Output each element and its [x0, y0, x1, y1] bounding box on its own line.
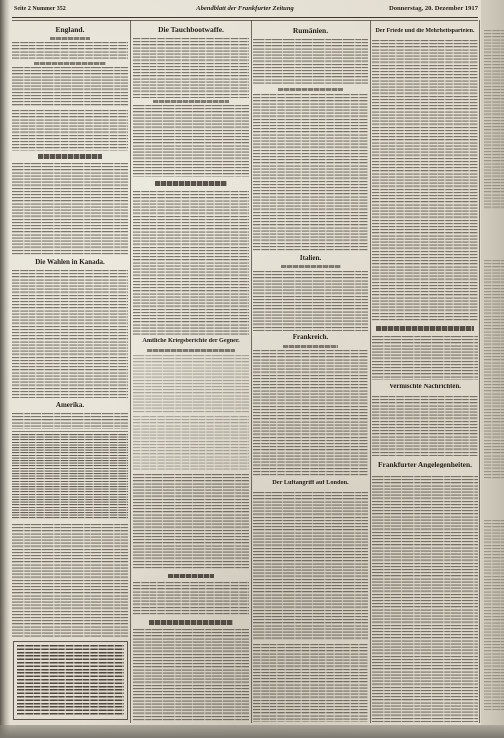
- unreadable-heading: [376, 326, 474, 331]
- article-text: [12, 270, 128, 398]
- article-text: [133, 582, 249, 616]
- unreadable-heading: [155, 181, 227, 186]
- article-text: [253, 271, 368, 331]
- section-heading-amerika: Amerika.: [55, 402, 85, 409]
- article-text: [12, 110, 128, 151]
- article-text: [133, 355, 249, 413]
- article-text: [133, 474, 249, 570]
- adjacent-page-text: [484, 260, 504, 480]
- section-heading-kanada: Die Wahlen in Kanada.: [35, 259, 105, 266]
- article-text: [133, 191, 249, 335]
- article-text: [372, 476, 478, 722]
- article-text: [12, 413, 128, 429]
- article-text: [133, 416, 249, 470]
- article-text: [253, 350, 368, 476]
- unreadable-subheading: [147, 349, 235, 352]
- unreadable-subheading: [50, 37, 90, 40]
- section-heading-friede: Der Friede und die Mehrheitsparteien.: [375, 28, 475, 34]
- column-divider: [370, 20, 371, 723]
- column-4: [372, 0, 478, 725]
- binding-shadow: [0, 0, 10, 738]
- article-text: [12, 163, 128, 256]
- article-text: [253, 39, 368, 85]
- unreadable-subheading: [153, 100, 229, 103]
- adjacent-page-edge: [481, 0, 504, 725]
- issue-date: Donnerstag, 20. Dezember 1917: [388, 5, 478, 12]
- section-heading-italien: Italien.: [299, 255, 322, 262]
- unreadable-subheading: [281, 265, 341, 268]
- article-text: [12, 524, 128, 638]
- advertisement-text: [17, 645, 124, 715]
- adjacent-page-text: [484, 30, 504, 210]
- unreadable-heading: [149, 620, 233, 625]
- column-divider: [251, 20, 252, 723]
- unreadable-heading: [38, 154, 102, 159]
- article-text: [253, 492, 368, 640]
- section-heading-frankreich: Frankreich.: [292, 334, 329, 341]
- column-2: [133, 0, 249, 725]
- article-text: [372, 336, 478, 380]
- column-divider: [479, 20, 480, 723]
- column-3: [253, 0, 368, 725]
- section-heading-tauchboot: Die Tauchbootwaffe.: [158, 26, 224, 34]
- article-text: [372, 40, 478, 322]
- section-heading-rumaenien: Rumänien.: [292, 27, 329, 35]
- scan-bottom-edge: [0, 725, 504, 738]
- article-text: [133, 629, 249, 722]
- listing-text: [12, 434, 128, 520]
- section-heading-england: England.: [55, 26, 85, 34]
- unreadable-heading: [168, 574, 214, 578]
- column-1: [12, 0, 128, 725]
- section-rule: [12, 431, 128, 432]
- section-heading-vermischtes: Vermischte Nachrichten.: [389, 384, 461, 390]
- section-heading-kriegsberichte: Amtliche Kriegsberichte der Gegner.: [142, 338, 240, 344]
- masthead: Abendblatt der Frankfurter Zeitung: [196, 5, 294, 12]
- article-text: [133, 105, 249, 177]
- article-text: [12, 42, 128, 60]
- unreadable-subheading: [283, 345, 338, 348]
- unreadable-subheading: [278, 88, 343, 91]
- article-text: [253, 644, 368, 722]
- advertisement-box: [13, 641, 128, 720]
- article-text: [133, 38, 249, 98]
- page-number: Seite 2 Nummer 352: [14, 6, 66, 12]
- section-heading-luftangriff: Der Luftangriff auf London.: [272, 480, 349, 486]
- section-heading-frankfurt: Frankfurter Angelegenheiten.: [378, 461, 472, 469]
- unreadable-subheading: [34, 62, 106, 65]
- column-divider: [130, 20, 131, 723]
- article-text: [372, 396, 478, 456]
- article-text: [253, 94, 368, 252]
- adjacent-page-text: [484, 520, 504, 710]
- article-text: [12, 67, 128, 107]
